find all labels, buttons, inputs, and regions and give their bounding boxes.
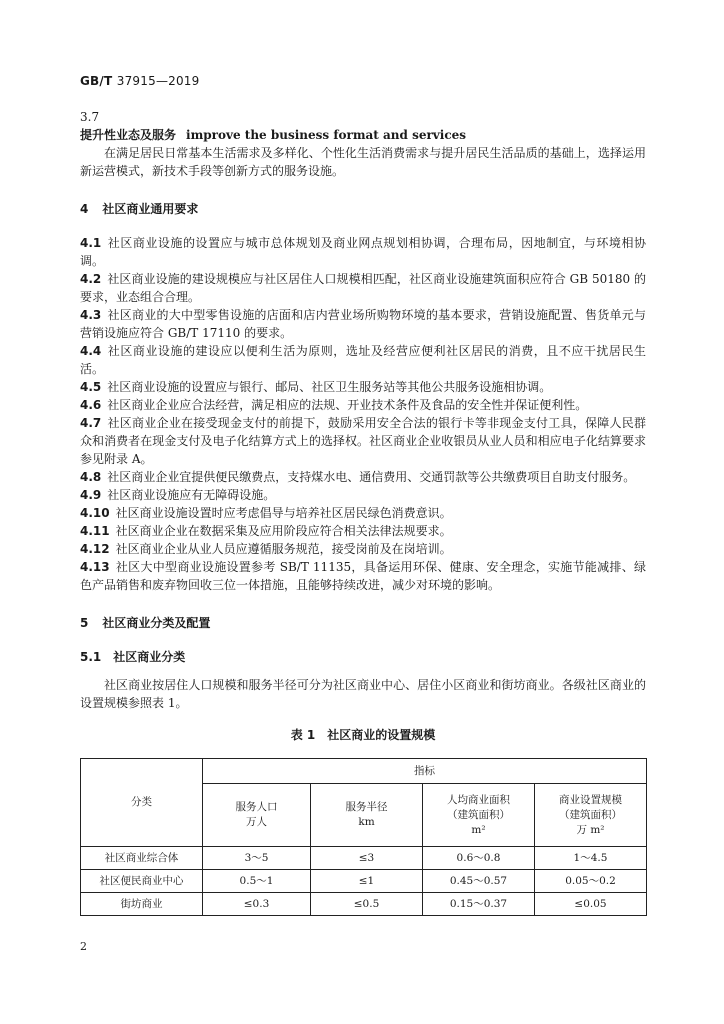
- column-header-line: 万 m²: [576, 823, 605, 836]
- table-row: [81, 870, 647, 893]
- table-1-title: 表 1 社区商业的设置规模: [290, 728, 436, 742]
- column-header-line: 服务半径: [345, 801, 388, 813]
- table-cell: ≤3: [311, 847, 423, 870]
- table-cell: ≤0.05: [535, 893, 647, 916]
- clause-text: 社区商业企业应合法经营，满足相应的法规、开业技术条件及食品的安全性并保证便利性。: [107, 398, 588, 412]
- column-header-line: 万人: [246, 816, 267, 828]
- page-number: 2: [80, 940, 87, 953]
- column-header-line: km: [358, 816, 375, 828]
- table-1: [80, 758, 647, 916]
- clause-text: 社区商业的大中型零售设施的店面和店内营业场所购物环境的基本要求，营销设施配置、售货单元与营销设施应符合 GB/T 17110 的要求。: [80, 308, 646, 340]
- clause-item: [80, 558, 646, 594]
- table-column-header: [535, 784, 647, 847]
- row-category: 社区商业综合体: [81, 847, 203, 870]
- table-cell: ≤0.3: [203, 893, 311, 916]
- section-5-number: 5: [80, 616, 89, 630]
- clause-text: 社区商业设施的设置应与银行、邮局、社区卫生服务站等其他公共服务设施相协调。: [107, 380, 552, 394]
- clause-text: 社区商业企业在接受现金支付的前提下，鼓励采用安全合法的银行卡等非现金支付工具，保障人民群众和消费者在现金支付及电子化结算方式上的选择权。社区商业企业收银员从业人员和相应电子化结算要求参见附录 A。: [80, 416, 646, 466]
- page-content: [80, 108, 646, 916]
- clause-text: 社区商业设施应有无障碍设施。: [107, 488, 276, 502]
- section-4-heading: [80, 200, 646, 218]
- clause-number: 4.2: [80, 272, 102, 286]
- clause-item: [80, 234, 646, 270]
- clause-number: 4.10: [80, 506, 110, 520]
- table-cell: 0.6～0.8: [423, 847, 535, 870]
- clause-number: 4.11: [80, 524, 110, 538]
- table-cell: 3～5: [203, 847, 311, 870]
- clause-text: 社区商业企业宜提供便民缴费点，支持煤水电、通信费用、交通罚款等公共缴费项目自助支付服务。: [107, 470, 636, 484]
- clause-text: 社区大中型商业设施设置参考 SB/T 11135，具备运用环保、健康、安全理念，实施节能减排、绿色产品销售和废弃物回收三位一体措施，且能够持续改进，减少对环境的影响。: [80, 560, 646, 592]
- table-header-category: 分类: [81, 759, 203, 847]
- section-5-1-number: 5.1: [80, 650, 102, 664]
- table-header-group: 指标: [203, 759, 647, 784]
- term-zh: 提升性业态及服务: [80, 128, 177, 142]
- section-4-clauses: [80, 234, 646, 594]
- column-header-line: （建筑面积）: [447, 808, 510, 821]
- clause-text: 社区商业设施的建设规模应与社区居住人口规模相匹配，社区商业设施建筑面积应符合 GB 50180 的要求，业态组合合理。: [80, 272, 646, 304]
- clause-item: [80, 306, 646, 342]
- standard-header: [80, 74, 199, 88]
- clause-text: 社区商业设施设置时应考虑倡导与培养社区居民绿色消费意识。: [115, 506, 452, 520]
- table-cell: ≤1: [311, 870, 423, 893]
- clause-number: 4.9: [80, 488, 102, 502]
- column-header-line: 人均商业面积: [447, 793, 510, 806]
- table-column-header: [423, 784, 535, 847]
- clause-item: [80, 468, 646, 486]
- standard-code: GB/T: [80, 74, 113, 88]
- clause-number: 4.3: [80, 308, 102, 322]
- clause-number: 4.8: [80, 470, 102, 484]
- clause-item: [80, 414, 646, 468]
- column-header-line: m²: [471, 823, 486, 836]
- clause-number: 4.1: [80, 236, 102, 250]
- column-header-line: 服务人口: [235, 801, 278, 813]
- table-column-header: [203, 784, 311, 847]
- table-row: [81, 893, 647, 916]
- clause-item: [80, 486, 646, 504]
- table-column-header: [311, 784, 423, 847]
- clause-text: 社区商业企业在数据采集及应用阶段应符合相关法律法规要求。: [115, 524, 452, 538]
- clause-item: [80, 270, 646, 306]
- table-cell: 1～4.5: [535, 847, 647, 870]
- clause-item: [80, 378, 646, 396]
- clause-number: 4.7: [80, 416, 102, 430]
- clause-number: 4.12: [80, 542, 110, 556]
- section-5-heading: [80, 614, 646, 632]
- table-row: [81, 847, 647, 870]
- row-category: 社区便民商业中心: [81, 870, 203, 893]
- table-cell: 0.5～1: [203, 870, 311, 893]
- standard-number: 37915—2019: [116, 74, 200, 88]
- clause-number: 4.13: [80, 560, 110, 574]
- clause-number: 4.5: [80, 380, 102, 394]
- clause-number: 4.4: [80, 344, 102, 358]
- clause-text: 社区商业设施的设置应与城市总体规划及商业网点规划相协调，合理布局，因地制宜，与环境相协调。: [80, 236, 646, 268]
- clause-item: [80, 522, 646, 540]
- clause-item: [80, 396, 646, 414]
- section-5-1-heading: [80, 648, 646, 666]
- term-title: [80, 126, 646, 144]
- section-4-title: 社区商业通用要求: [102, 202, 199, 216]
- term-definition: 在满足居民日常基本生活需求及多样化、个性化生活消费需求与提升居民生活品质的基础上，选择运用新运营模式，新技术手段等创新方式的服务设施。: [80, 146, 646, 178]
- clause-item: [80, 540, 646, 558]
- clause-number: 4.6: [80, 398, 102, 412]
- column-header-line: （建筑面积）: [559, 808, 622, 821]
- section-4-number: 4: [80, 202, 89, 216]
- clause-text: 社区商业设施的建设应以便利生活为原则，选址及经营应便利社区居民的消费，且不应干扰居民生活。: [80, 344, 646, 376]
- section-5-1-paragraph: 社区商业按居住人口规模和服务半径可分为社区商业中心、居住小区商业和街坊商业。各级社区商业的设置规模参照表 1。: [80, 678, 646, 710]
- term-number: 3.7: [80, 110, 100, 124]
- table-cell: ≤0.5: [311, 893, 423, 916]
- table-cell: 0.15～0.37: [423, 893, 535, 916]
- row-category: 街坊商业: [81, 893, 203, 916]
- term-en: improve the business format and services: [186, 128, 467, 142]
- clause-text: 社区商业企业从业人员应遵循服务规范，接受岗前及在岗培训。: [115, 542, 452, 556]
- table-cell: 0.05～0.2: [535, 870, 647, 893]
- section-5-title: 社区商业分类及配置: [102, 616, 211, 630]
- clause-item: [80, 504, 646, 522]
- table-cell: 0.45～0.57: [423, 870, 535, 893]
- column-header-line: 商业设置规模: [559, 793, 622, 806]
- clause-item: [80, 342, 646, 378]
- section-5-1-title: 社区商业分类: [113, 650, 186, 664]
